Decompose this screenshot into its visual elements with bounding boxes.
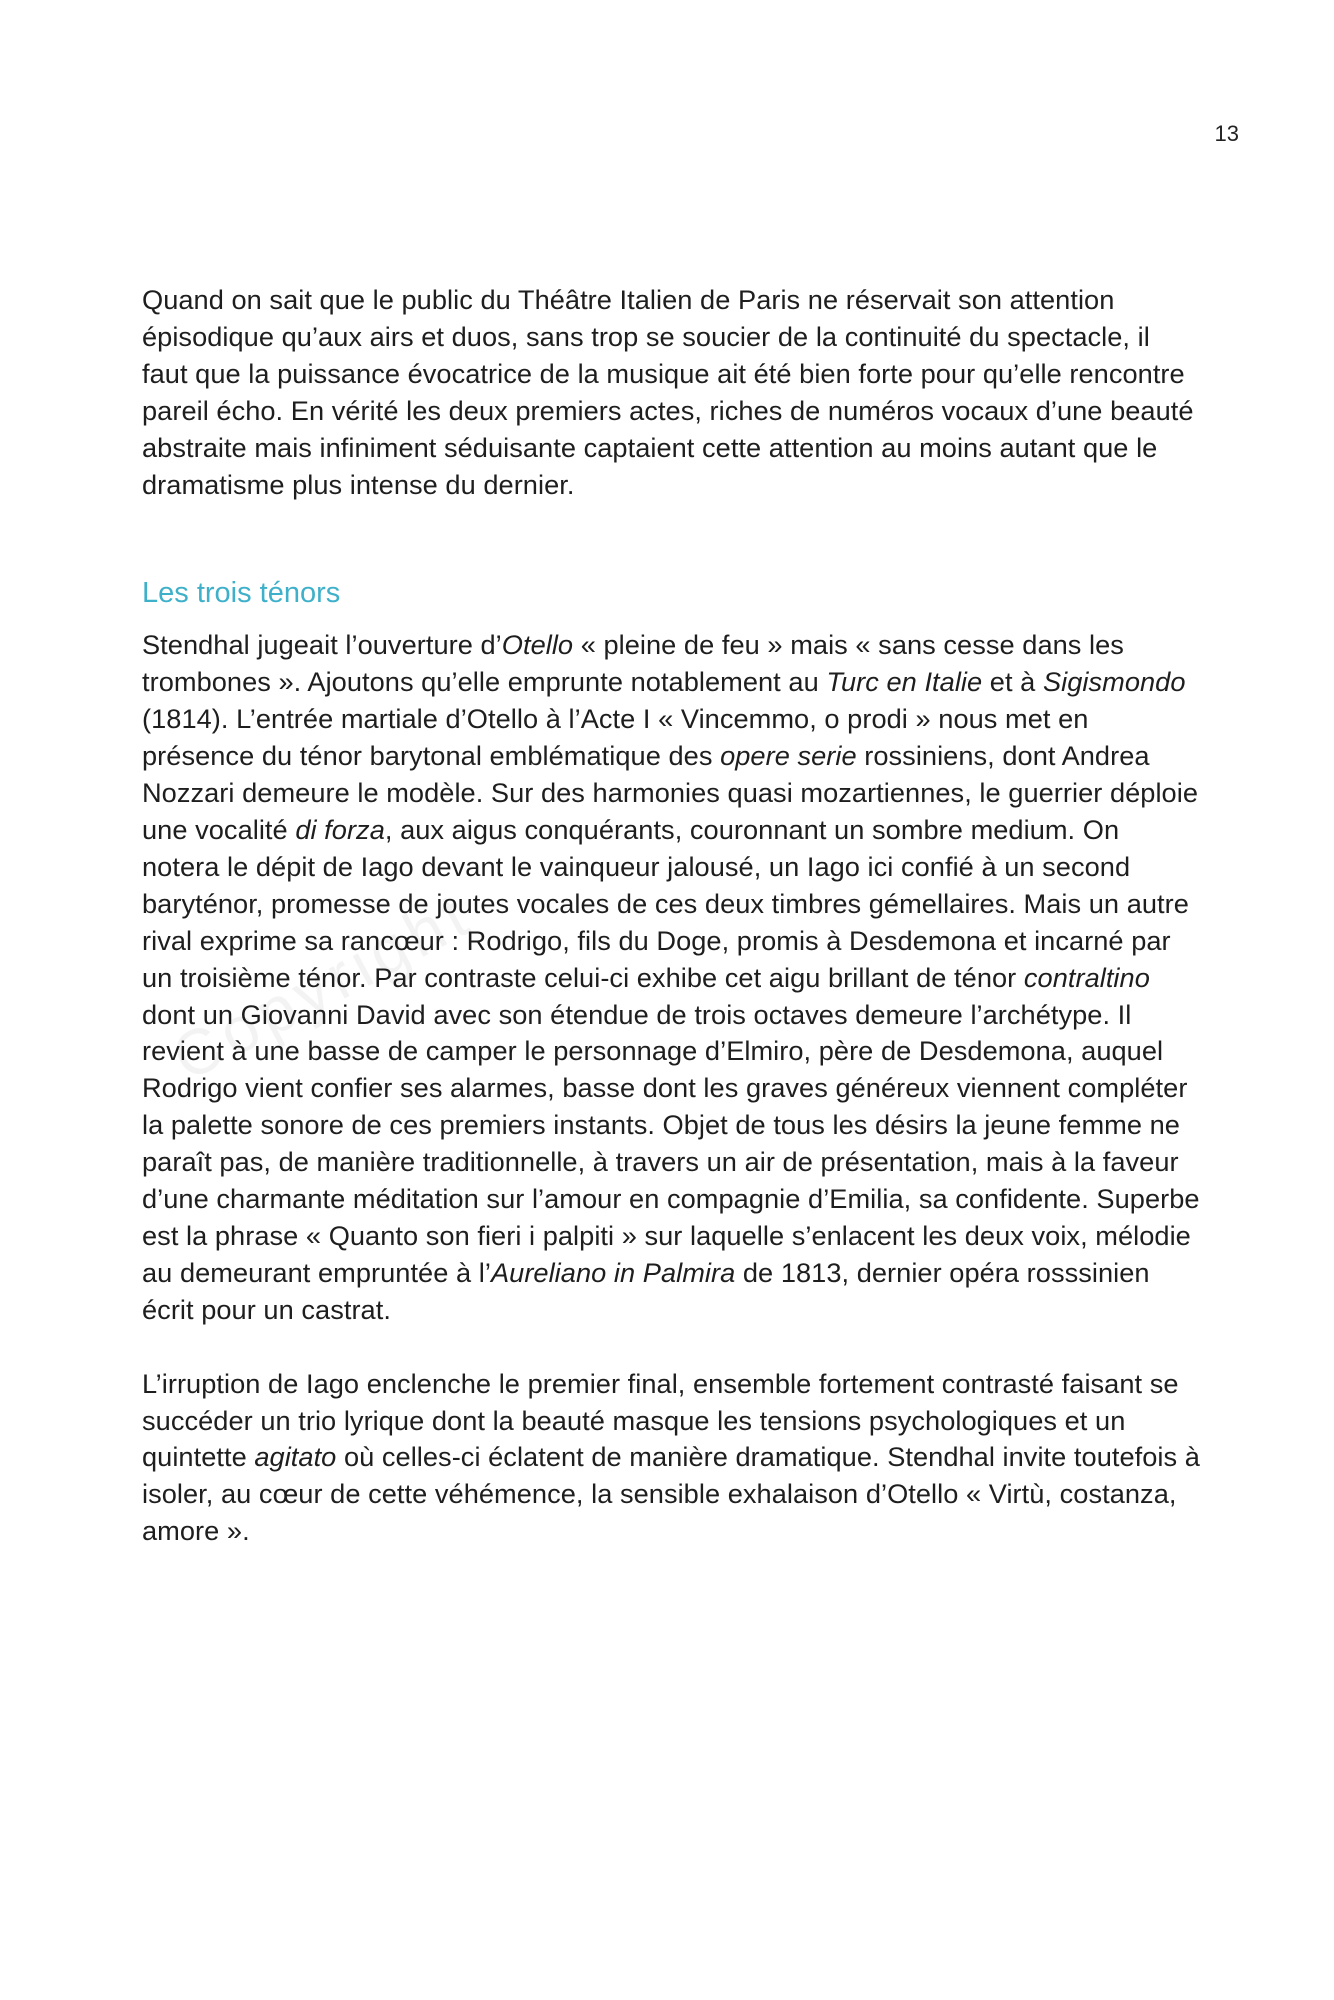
page-content (142, 282, 1202, 1550)
text-run: , aux aigus conquérants, couronnant un sombre medium. On notera le dépit de Iago devant le vainqueur jalousé, un Iago ici confié à un second baryténor, promesse de joutes vocales de ces deux timbres gémellaires. Mais un autre rival exprime sa rancœur : Rodrigo, fils du Doge, promis à Desdemona et incarné par un troisième ténor. Par contraste celui-ci exhibe cet aigu brillant de ténor (142, 813, 1189, 993)
italic-title-sigismondo: Sigismondo (1042, 666, 1186, 698)
text-run: et à (982, 666, 1043, 698)
final-paragraph (142, 1366, 1202, 1551)
italic-title-aureliano: Aureliano in Palmira (490, 1256, 736, 1288)
text-run: (1814). L’entrée martiale d’Otello à l’Acte I « Vincemmo, o prodi » nous met en présence du ténor barytonal emblématique des (142, 703, 1089, 772)
text-run: « pleine de feu » mais « sans cesse dans les trombones ». Ajoutons qu’elle emprunte notablement au (142, 629, 1124, 698)
text-run: Stendhal jugeait l’ouverture d’ (142, 629, 502, 661)
italic-term-opere-serie: opere serie (720, 740, 857, 772)
text-run: de 1813, dernier opéra rosssinien écrit pour un castrat. (142, 1256, 1150, 1325)
section-heading: Les trois ténors (142, 577, 341, 610)
italic-term-di-forza: di forza (295, 813, 385, 845)
text-run: dont un Giovanni David avec son étendue de trois octaves demeure l’archétype. Il revient à une basse de camper le personnage d’Elmiro, père de Desdemona, auquel Rodrigo vient confier ses alarmes, basse dont les graves généreux viennent compléter la palette sonore de ces premiers instants. Objet de tous les désirs la jeune femme ne paraît pas, de manière traditionnelle, à travers un air de présentation, mais à la faveur d’une charmante méditation sur l’amour en compagnie d’Emilia, sa confidente. Superbe est la phrase « Quanto son fieri i palpiti » sur laquelle s’enlacent les deux voix, mélodie au demeurant empruntée à l’ (142, 998, 1200, 1288)
page-number: 13 (1214, 121, 1239, 146)
italic-title-turc: Turc en Italie (826, 666, 983, 698)
intro-paragraph: Quand on sait que le public du Théâtre Italien de Paris ne réservait son attention épisodique qu’aux airs et duos, sans trop se soucier de la continuité du spectacle, il faut que la puissance évocatrice de la musique ait été bien forte pour qu’elle rencontre pareil écho. En vérité les deux premiers actes, riches de numéros vocaux d’une beauté abstraite mais infiniment séduisante captaient cette attention au moins autant que le dramatisme plus intense du dernier. (142, 284, 1194, 500)
tenors-paragraph (142, 627, 1202, 1328)
italic-term-contraltino: contraltino (1023, 961, 1150, 993)
text-run: L’irruption de Iago enclenche le premier final, ensemble fortement contrasté faisant se succéder un trio lyrique dont la beauté masque les tensions psychologiques et un quintette (142, 1367, 1179, 1473)
text-run: rossiniens, dont Andrea Nozzari demeure le modèle. Sur des harmonies quasi mozartiennes, le guerrier déploie une vocalité (142, 740, 1198, 845)
italic-title-otello: Otello (501, 629, 574, 661)
italic-term-agitato: agitato (254, 1441, 337, 1473)
text-run: où celles-ci éclatent de manière dramatique. Stendhal invite toutefois à isoler, au cœur de cette véhémence, la sensible exhalaison d’Otello « Virtù, costanza, amore ». (142, 1441, 1200, 1547)
